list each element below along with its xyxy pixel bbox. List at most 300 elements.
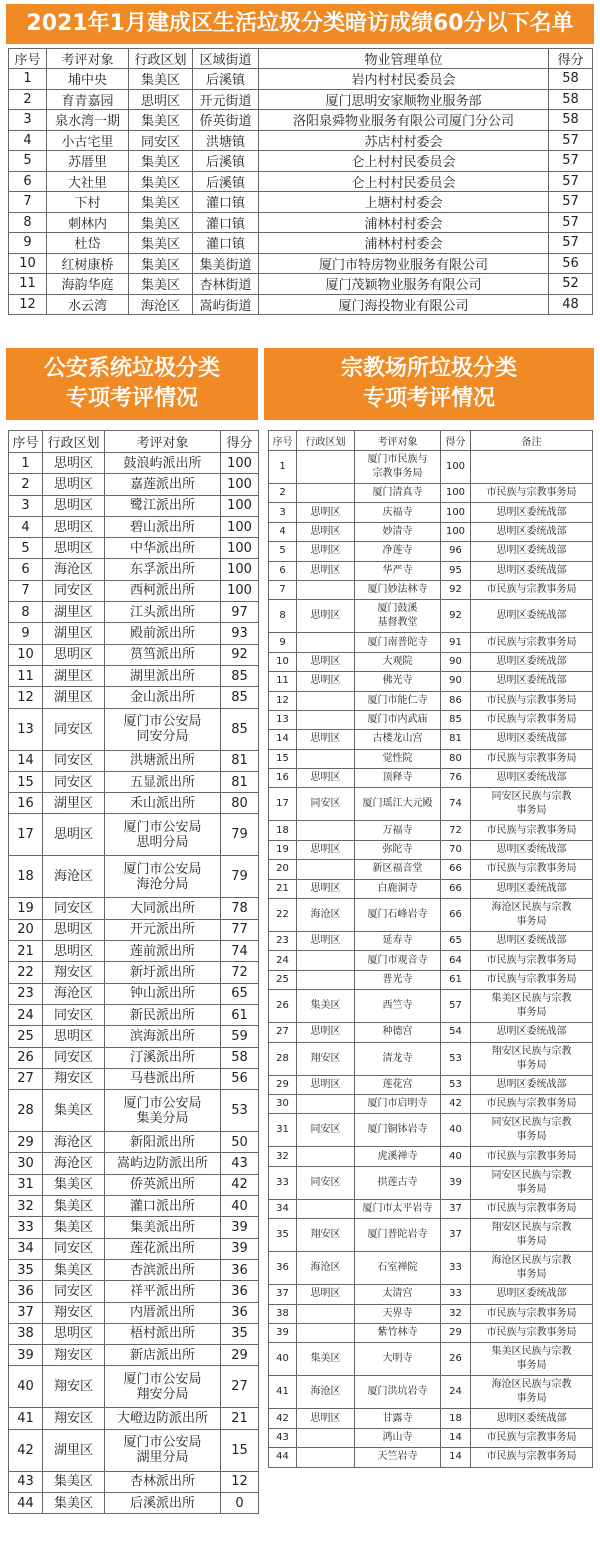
cell-index: 43 xyxy=(269,1428,297,1447)
cell-target: 厦门鼓溪 基督教堂 xyxy=(355,600,441,633)
cell-score: 57 xyxy=(549,233,593,254)
cell-target: 厦门石峰岩寺 xyxy=(355,899,441,932)
cell-index: 43 xyxy=(9,1471,43,1492)
table-row xyxy=(9,1174,259,1195)
table-row xyxy=(269,451,593,484)
cell-district: 同安区 xyxy=(129,130,193,151)
cell-score: 93 xyxy=(221,623,259,644)
cell-index: 14 xyxy=(9,750,43,771)
cell-score: 65 xyxy=(441,932,471,951)
cell-property-manager: 仑上村村民委员会 xyxy=(259,171,549,192)
cell-district: 思明区 xyxy=(43,941,105,962)
cell-district xyxy=(297,951,355,970)
cell-remark: 思明区委统战部 xyxy=(471,1285,593,1304)
cell-district: 集美区 xyxy=(129,110,193,131)
cell-index: 28 xyxy=(269,1042,297,1075)
header-score: 得分 xyxy=(441,431,471,451)
table-row xyxy=(9,274,593,295)
cell-district: 同安区 xyxy=(43,580,105,601)
cell-target: 新圩派出所 xyxy=(105,962,221,983)
cell-district: 思明区 xyxy=(297,840,355,859)
cell-index: 39 xyxy=(269,1323,297,1342)
cell-district: 海沧区 xyxy=(297,1252,355,1285)
cell-remark: 思明区委统战部 xyxy=(471,561,593,580)
cell-score: 52 xyxy=(549,274,593,295)
cell-remark: 市民族与宗教事务局 xyxy=(471,484,593,503)
cell-district xyxy=(297,1448,355,1467)
cell-index: 29 xyxy=(269,1075,297,1094)
cell-target: 厦门市公安局 思明分局 xyxy=(105,814,221,856)
table-row xyxy=(9,1345,259,1366)
cell-district: 海沧区 xyxy=(297,899,355,932)
cell-district: 同安区 xyxy=(43,1047,105,1068)
cell-score: 32 xyxy=(441,1304,471,1323)
cell-score: 26 xyxy=(441,1343,471,1376)
cell-target: 大同派出所 xyxy=(105,898,221,919)
cell-index: 37 xyxy=(9,1302,43,1323)
cell-score: 61 xyxy=(221,1004,259,1025)
table-row xyxy=(9,130,593,151)
cell-target: 后溪派出所 xyxy=(105,1492,221,1513)
cell-remark: 思明区委统战部 xyxy=(471,600,593,633)
table-row xyxy=(9,474,259,495)
cell-district: 思明区 xyxy=(297,1023,355,1042)
cell-score: 100 xyxy=(441,484,471,503)
cell-score: 79 xyxy=(221,856,259,898)
table-row xyxy=(269,633,593,652)
cell-index: 17 xyxy=(9,814,43,856)
cell-district: 集美区 xyxy=(297,990,355,1023)
cell-score: 100 xyxy=(441,503,471,522)
cell-target: 天界寺 xyxy=(355,1304,441,1323)
cell-district: 思明区 xyxy=(297,652,355,671)
cell-target: 甘露寺 xyxy=(355,1409,441,1428)
cell-district xyxy=(297,580,355,599)
cell-district: 思明区 xyxy=(43,516,105,537)
cell-index: 1 xyxy=(9,69,47,90)
cell-district: 思明区 xyxy=(43,538,105,559)
cell-district: 集美区 xyxy=(297,1343,355,1376)
cell-remark: 思明区委统战部 xyxy=(471,1075,593,1094)
cell-remark: 思明区委统战部 xyxy=(471,769,593,788)
cell-target: 鼓浪屿派出所 xyxy=(105,453,221,474)
cell-index: 20 xyxy=(9,919,43,940)
table-row xyxy=(9,1132,259,1153)
cell-index: 23 xyxy=(9,983,43,1004)
cell-score: 40 xyxy=(221,1196,259,1217)
table-row xyxy=(9,253,593,274)
table-row xyxy=(269,1075,593,1094)
cell-index: 9 xyxy=(9,623,43,644)
table-row xyxy=(9,495,259,516)
cell-index: 41 xyxy=(9,1408,43,1429)
cell-target: 西柯派出所 xyxy=(105,580,221,601)
cell-score: 66 xyxy=(441,899,471,932)
cell-district xyxy=(297,484,355,503)
table-row xyxy=(269,1219,593,1252)
cell-index: 2 xyxy=(269,484,297,503)
cell-target: 育青嘉园 xyxy=(47,89,129,110)
cell-target: 埔中央 xyxy=(47,69,129,90)
cell-score: 58 xyxy=(221,1047,259,1068)
table-row xyxy=(9,708,259,750)
cell-index: 36 xyxy=(9,1281,43,1302)
cell-score: 29 xyxy=(221,1345,259,1366)
cell-street: 嵩屿街道 xyxy=(193,294,259,315)
table-row xyxy=(269,561,593,580)
cell-district: 海沧区 xyxy=(43,1132,105,1153)
table-row xyxy=(269,840,593,859)
cell-index: 26 xyxy=(269,990,297,1023)
cell-index: 24 xyxy=(269,951,297,970)
cell-score: 57 xyxy=(549,171,593,192)
table-row xyxy=(9,516,259,537)
cell-district: 集美区 xyxy=(129,212,193,233)
cell-score: 24 xyxy=(441,1376,471,1409)
cell-score: 100 xyxy=(441,522,471,541)
table-row xyxy=(9,1026,259,1047)
cell-index: 1 xyxy=(269,451,297,484)
cell-index: 18 xyxy=(269,821,297,840)
cell-district: 集美区 xyxy=(129,192,193,213)
cell-score: 54 xyxy=(441,1023,471,1042)
cell-score: 79 xyxy=(221,814,259,856)
cell-target: 天竺岩寺 xyxy=(355,1448,441,1467)
cell-score: 80 xyxy=(441,749,471,768)
cell-district: 海沧区 xyxy=(43,983,105,1004)
table-header xyxy=(9,49,593,69)
cell-score: 85 xyxy=(441,710,471,729)
cell-district xyxy=(297,710,355,729)
cell-target: 厦门市观音寺 xyxy=(355,951,441,970)
cell-target: 碧山派出所 xyxy=(105,516,221,537)
cell-remark: 市民族与宗教事务局 xyxy=(471,1147,593,1166)
cell-remark: 翔安区民族与宗教 事务局 xyxy=(471,1219,593,1252)
cell-target: 水云湾 xyxy=(47,294,129,315)
cell-index: 14 xyxy=(269,730,297,749)
table-row xyxy=(269,1323,593,1342)
cell-index: 2 xyxy=(9,474,43,495)
cell-remark: 市民族与宗教事务局 xyxy=(471,580,593,599)
header-score: 得分 xyxy=(549,49,593,69)
cell-target: 延寿寺 xyxy=(355,932,441,951)
table-row xyxy=(9,1068,259,1089)
cell-index: 41 xyxy=(269,1376,297,1409)
cell-target: 江头派出所 xyxy=(105,602,221,623)
cell-index: 9 xyxy=(9,233,47,254)
cell-index: 36 xyxy=(269,1252,297,1285)
cell-remark: 海沧区民族与宗教 事务局 xyxy=(471,1376,593,1409)
cell-score: 65 xyxy=(221,983,259,1004)
cell-district: 思明区 xyxy=(43,919,105,940)
cell-score: 92 xyxy=(221,644,259,665)
cell-index: 10 xyxy=(269,652,297,671)
cell-remark: 海沧区民族与宗教 事务局 xyxy=(471,899,593,932)
cell-target: 妙清寺 xyxy=(355,522,441,541)
table-row xyxy=(269,1042,593,1075)
cell-target: 马巷派出所 xyxy=(105,1068,221,1089)
cell-target: 佛光寺 xyxy=(355,672,441,691)
table-row xyxy=(9,1366,259,1408)
cell-target: 五显派出所 xyxy=(105,771,221,792)
cell-district: 思明区 xyxy=(297,730,355,749)
table-row xyxy=(269,1252,593,1285)
cell-target: 中华派出所 xyxy=(105,538,221,559)
cell-target: 滨海派出所 xyxy=(105,1026,221,1047)
cell-district: 集美区 xyxy=(129,233,193,254)
cell-district: 翔安区 xyxy=(43,1408,105,1429)
cell-remark: 思明区委统战部 xyxy=(471,1023,593,1042)
religion-title-line-1: 宗教场所垃圾分类 xyxy=(340,356,517,381)
cell-district: 同安区 xyxy=(43,1238,105,1259)
cell-district: 思明区 xyxy=(43,495,105,516)
cell-remark: 集美区民族与宗教 事务局 xyxy=(471,990,593,1023)
table-row xyxy=(9,983,259,1004)
cell-district: 思明区 xyxy=(297,1409,355,1428)
cell-district: 集美区 xyxy=(43,1174,105,1195)
cell-score: 81 xyxy=(221,750,259,771)
cell-district xyxy=(297,749,355,768)
religion-section-title xyxy=(264,348,594,420)
cell-index: 3 xyxy=(9,495,43,516)
cell-score: 53 xyxy=(441,1075,471,1094)
cell-index: 8 xyxy=(9,212,47,233)
cell-street: 侨英街道 xyxy=(193,110,259,131)
table-row xyxy=(269,749,593,768)
cell-score: 100 xyxy=(221,474,259,495)
cell-district: 思明区 xyxy=(43,453,105,474)
cell-district: 集美区 xyxy=(129,69,193,90)
cell-index: 17 xyxy=(269,788,297,821)
cell-target: 厦门妙法林寺 xyxy=(355,580,441,599)
cell-district xyxy=(297,1304,355,1323)
cell-district: 湖里区 xyxy=(43,1429,105,1471)
cell-score: 81 xyxy=(221,771,259,792)
table-row xyxy=(269,503,593,522)
cell-district xyxy=(297,1323,355,1342)
cell-target: 内厝派出所 xyxy=(105,1302,221,1323)
table-row xyxy=(9,1090,259,1132)
cell-remark: 思明区委统战部 xyxy=(471,932,593,951)
table-row xyxy=(9,771,259,792)
cell-remark xyxy=(471,451,593,484)
table-row xyxy=(9,919,259,940)
cell-target: 普光寺 xyxy=(355,970,441,989)
cell-score: 39 xyxy=(221,1217,259,1238)
cell-target: 小古宅里 xyxy=(47,130,129,151)
header-district: 行政区划 xyxy=(129,49,193,69)
police-title-line-1: 公安系统垃圾分类 xyxy=(43,356,220,381)
table-row xyxy=(9,1302,259,1323)
cell-score: 85 xyxy=(221,665,259,686)
cell-district: 湖里区 xyxy=(43,602,105,623)
table-row xyxy=(9,793,259,814)
cell-index: 16 xyxy=(9,793,43,814)
cell-score: 100 xyxy=(221,495,259,516)
table-row xyxy=(9,1323,259,1344)
cell-district: 翔安区 xyxy=(43,1366,105,1408)
cell-district: 思明区 xyxy=(297,522,355,541)
table-row xyxy=(9,644,259,665)
cell-target: 莲花宫 xyxy=(355,1075,441,1094)
cell-remark: 市民族与宗教事务局 xyxy=(471,710,593,729)
table-row xyxy=(9,1238,259,1259)
table-row xyxy=(9,687,259,708)
cell-index: 31 xyxy=(9,1174,43,1195)
cell-index: 7 xyxy=(9,580,43,601)
cell-district: 思明区 xyxy=(297,879,355,898)
cell-index: 5 xyxy=(9,151,47,172)
header-target: 考评对象 xyxy=(105,431,221,453)
cell-target: 下村 xyxy=(47,192,129,213)
cell-district: 湖里区 xyxy=(43,623,105,644)
cell-district: 翔安区 xyxy=(297,1219,355,1252)
cell-score: 27 xyxy=(221,1366,259,1408)
cell-target: 莲前派出所 xyxy=(105,941,221,962)
cell-remark: 思明区委统战部 xyxy=(471,840,593,859)
cell-district: 集美区 xyxy=(129,171,193,192)
cell-index: 4 xyxy=(9,130,47,151)
cell-index: 4 xyxy=(269,522,297,541)
table-row xyxy=(269,1285,593,1304)
cell-remark: 思明区委统战部 xyxy=(471,879,593,898)
cell-district: 思明区 xyxy=(297,600,355,633)
cell-target: 梧村派出所 xyxy=(105,1323,221,1344)
cell-index: 31 xyxy=(269,1114,297,1147)
cell-index: 25 xyxy=(269,970,297,989)
cell-target: 万福寺 xyxy=(355,821,441,840)
cell-index: 7 xyxy=(9,192,47,213)
table-row xyxy=(269,522,593,541)
cell-index: 34 xyxy=(9,1238,43,1259)
cell-score: 86 xyxy=(441,691,471,710)
table-row xyxy=(9,151,593,172)
cell-index: 3 xyxy=(9,110,47,131)
cell-index: 37 xyxy=(269,1285,297,1304)
table-row xyxy=(9,1047,259,1068)
cell-score: 42 xyxy=(441,1094,471,1113)
cell-index: 24 xyxy=(9,1004,43,1025)
cell-target: 海韵华庭 xyxy=(47,274,129,295)
table-row xyxy=(9,110,593,131)
cell-index: 26 xyxy=(9,1047,43,1068)
cell-target: 厦门市内武庙 xyxy=(355,710,441,729)
cell-district: 海沧区 xyxy=(43,856,105,898)
table-row xyxy=(269,1094,593,1113)
cell-district: 思明区 xyxy=(43,814,105,856)
cell-score: 100 xyxy=(221,580,259,601)
table-row xyxy=(9,1004,259,1025)
cell-target: 新阳派出所 xyxy=(105,1132,221,1153)
cell-district: 同安区 xyxy=(43,898,105,919)
table-row xyxy=(269,1199,593,1218)
cell-score: 100 xyxy=(221,516,259,537)
cell-index: 4 xyxy=(9,516,43,537)
cell-district: 思明区 xyxy=(43,1323,105,1344)
cell-score: 36 xyxy=(221,1302,259,1323)
cell-district: 同安区 xyxy=(43,1004,105,1025)
cell-index: 22 xyxy=(9,962,43,983)
cell-index: 8 xyxy=(9,602,43,623)
cell-target: 厦门洪坑岩寺 xyxy=(355,1376,441,1409)
cell-remark: 市民族与宗教事务局 xyxy=(471,633,593,652)
cell-score: 39 xyxy=(221,1238,259,1259)
cell-score: 15 xyxy=(221,1429,259,1471)
police-section-title xyxy=(6,348,258,420)
cell-district: 思明区 xyxy=(297,1285,355,1304)
cell-index: 19 xyxy=(9,898,43,919)
cell-index: 18 xyxy=(9,856,43,898)
cell-district: 思明区 xyxy=(43,474,105,495)
table-row xyxy=(9,1429,259,1471)
cell-index: 30 xyxy=(9,1153,43,1174)
table-row xyxy=(9,69,593,90)
cell-district: 湖里区 xyxy=(43,793,105,814)
cell-score: 43 xyxy=(221,1153,259,1174)
cell-score: 56 xyxy=(549,253,593,274)
header-remark: 备注 xyxy=(471,431,593,451)
cell-target: 厦门市公安局 翔安分局 xyxy=(105,1366,221,1408)
cell-target: 鸿山寺 xyxy=(355,1428,441,1447)
cell-index: 20 xyxy=(269,860,297,879)
cell-index: 40 xyxy=(269,1343,297,1376)
table-row xyxy=(9,212,593,233)
cell-street: 洪塘镇 xyxy=(193,130,259,151)
cell-district: 翔安区 xyxy=(297,1042,355,1075)
cell-district: 集美区 xyxy=(43,1090,105,1132)
cell-score: 39 xyxy=(441,1166,471,1199)
cell-index: 1 xyxy=(9,453,43,474)
cell-score: 85 xyxy=(221,687,259,708)
cell-target: 鹭江派出所 xyxy=(105,495,221,516)
cell-score: 72 xyxy=(441,821,471,840)
table-row xyxy=(9,1408,259,1429)
cell-property-manager: 洛阳泉舜物业服务有限公司厦门分公司 xyxy=(259,110,549,131)
cell-score: 50 xyxy=(221,1132,259,1153)
table-row xyxy=(269,484,593,503)
cell-property-manager: 岩内村村民委员会 xyxy=(259,69,549,90)
table-row xyxy=(269,1147,593,1166)
table-row xyxy=(9,941,259,962)
cell-street: 后溪镇 xyxy=(193,69,259,90)
table-row xyxy=(269,652,593,671)
cell-target: 白鹿洞寺 xyxy=(355,879,441,898)
table-row xyxy=(9,898,259,919)
table-row xyxy=(9,294,593,315)
table-row xyxy=(9,453,259,474)
table-row xyxy=(269,879,593,898)
table-row xyxy=(9,814,259,856)
cell-score: 77 xyxy=(221,919,259,940)
cell-district: 集美区 xyxy=(43,1217,105,1238)
cell-street: 杏林街道 xyxy=(193,274,259,295)
cell-property-manager: 厦门思明安家顺物业服务部 xyxy=(259,89,549,110)
table-row xyxy=(9,750,259,771)
cell-target: 厦门铜钵岩寺 xyxy=(355,1114,441,1147)
cell-index: 35 xyxy=(269,1219,297,1252)
cell-target: 厦门市启明寺 xyxy=(355,1094,441,1113)
cell-street: 集美街道 xyxy=(193,253,259,274)
cell-district: 同安区 xyxy=(43,750,105,771)
cell-index: 35 xyxy=(9,1259,43,1280)
cell-target: 杏滨派出所 xyxy=(105,1259,221,1280)
table-row xyxy=(269,1448,593,1467)
cell-score: 74 xyxy=(441,788,471,821)
cell-index: 8 xyxy=(269,600,297,633)
table-row xyxy=(9,538,259,559)
table-row xyxy=(269,860,593,879)
cell-target: 虎溪禅寺 xyxy=(355,1147,441,1166)
